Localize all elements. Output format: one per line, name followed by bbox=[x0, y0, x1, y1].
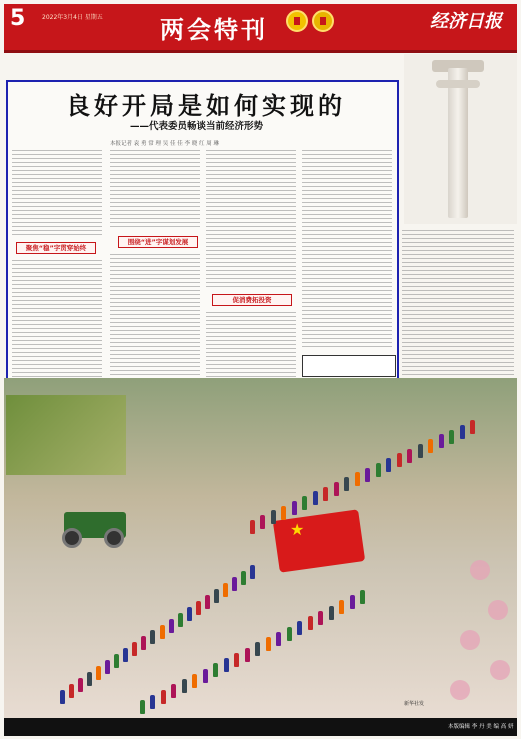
section-subhead: 围绕“进”字谋划发展 bbox=[118, 236, 198, 248]
person-figure bbox=[203, 669, 208, 683]
person-figure bbox=[232, 577, 237, 591]
person-figure bbox=[407, 449, 412, 463]
person-figure bbox=[250, 565, 255, 579]
person-figure bbox=[192, 674, 197, 688]
newspaper-brand: 经济日报 bbox=[430, 11, 502, 32]
person-figure bbox=[140, 700, 145, 714]
person-figure bbox=[313, 491, 318, 505]
page-number: 5 bbox=[10, 6, 26, 31]
person-figure bbox=[329, 606, 334, 620]
article-headline: 良好开局是如何实现的 bbox=[66, 91, 346, 120]
blossom-icon bbox=[470, 560, 490, 580]
person-figure bbox=[460, 425, 465, 439]
person-figure bbox=[141, 636, 146, 650]
person-figure bbox=[182, 679, 187, 693]
person-figure bbox=[428, 439, 433, 453]
tractor-wheel-icon bbox=[62, 528, 82, 548]
person-figure bbox=[318, 611, 323, 625]
person-figure bbox=[439, 434, 444, 448]
photo-caption-box bbox=[302, 355, 396, 377]
person-figure bbox=[96, 666, 101, 680]
person-figure bbox=[245, 648, 250, 662]
person-figure bbox=[292, 501, 297, 515]
person-figure bbox=[344, 477, 349, 491]
person-figure bbox=[105, 660, 110, 674]
tractor-wheel-icon bbox=[104, 528, 124, 548]
article-subheadline: ——代表委员畅谈当前经济形势 bbox=[130, 121, 264, 132]
person-figure bbox=[287, 627, 292, 641]
person-figure bbox=[196, 601, 201, 615]
person-figure bbox=[160, 625, 165, 639]
person-figure bbox=[171, 684, 176, 698]
person-figure bbox=[302, 496, 307, 510]
person-figure bbox=[187, 607, 192, 621]
person-figure bbox=[214, 589, 219, 603]
person-figure bbox=[161, 690, 166, 704]
body-text bbox=[12, 150, 102, 235]
person-figure bbox=[169, 619, 174, 633]
person-figure bbox=[205, 595, 210, 609]
person-figure bbox=[114, 654, 119, 668]
page-footer bbox=[4, 718, 517, 736]
farmland-photo bbox=[6, 395, 126, 475]
blossom-icon bbox=[490, 660, 510, 680]
person-figure bbox=[339, 600, 344, 614]
person-figure bbox=[178, 613, 183, 627]
person-figure bbox=[308, 616, 313, 630]
huabiao-pillar-icon bbox=[448, 68, 468, 218]
person-figure bbox=[60, 690, 65, 704]
person-figure bbox=[418, 444, 423, 458]
section-subhead: 促消费拓投资 bbox=[212, 294, 292, 306]
person-figure bbox=[78, 678, 83, 692]
article-byline: 本报记者 袁 勇 常 理 吴 佳 佳 李 晓 红 周 琳 bbox=[110, 141, 219, 147]
person-figure bbox=[365, 468, 370, 482]
person-figure bbox=[276, 632, 281, 646]
section-subhead: 聚焦“稳”字贯穿始终 bbox=[16, 242, 96, 254]
person-figure bbox=[386, 458, 391, 472]
person-figure bbox=[397, 453, 402, 467]
person-figure bbox=[281, 506, 286, 520]
footer-editor-line: 本版编辑 李 丹 美 编 高 妍 bbox=[448, 724, 514, 730]
flag-star-icon: ★ bbox=[290, 520, 305, 539]
person-figure bbox=[132, 642, 137, 656]
person-figure bbox=[69, 684, 74, 698]
person-figure bbox=[350, 595, 355, 609]
person-figure bbox=[266, 637, 271, 651]
section-title: 两会特刊 bbox=[160, 15, 268, 44]
article-column-4 bbox=[302, 150, 392, 350]
huabiao-cloud-board bbox=[436, 80, 480, 88]
body-text bbox=[206, 150, 296, 288]
person-figure bbox=[150, 630, 155, 644]
person-figure bbox=[355, 472, 360, 486]
person-figure bbox=[334, 482, 339, 496]
cppcc-emblem-icon bbox=[312, 10, 334, 32]
national-emblem-icon bbox=[286, 10, 308, 32]
person-figure bbox=[250, 520, 255, 534]
blossom-icon bbox=[460, 630, 480, 650]
person-figure bbox=[123, 648, 128, 662]
date-line: 2022年3月4日 星期五 bbox=[42, 14, 103, 21]
body-text bbox=[302, 150, 392, 350]
photo-credit: 新华社发 bbox=[404, 701, 425, 707]
person-figure bbox=[241, 571, 246, 585]
person-figure bbox=[223, 583, 228, 597]
person-figure bbox=[297, 621, 302, 635]
person-figure bbox=[260, 515, 265, 529]
person-figure bbox=[255, 642, 260, 656]
person-figure bbox=[213, 663, 218, 677]
person-figure bbox=[470, 420, 475, 434]
person-figure bbox=[376, 463, 381, 477]
body-text bbox=[110, 150, 200, 230]
blossom-icon bbox=[488, 600, 508, 620]
person-figure bbox=[224, 658, 229, 672]
person-figure bbox=[87, 672, 92, 686]
person-figure bbox=[271, 510, 276, 524]
person-figure bbox=[360, 590, 365, 604]
person-figure bbox=[323, 487, 328, 501]
person-figure bbox=[449, 430, 454, 444]
masthead-rule bbox=[4, 50, 517, 53]
person-figure bbox=[234, 653, 239, 667]
person-figure bbox=[150, 695, 155, 709]
blossom-icon bbox=[450, 680, 470, 700]
